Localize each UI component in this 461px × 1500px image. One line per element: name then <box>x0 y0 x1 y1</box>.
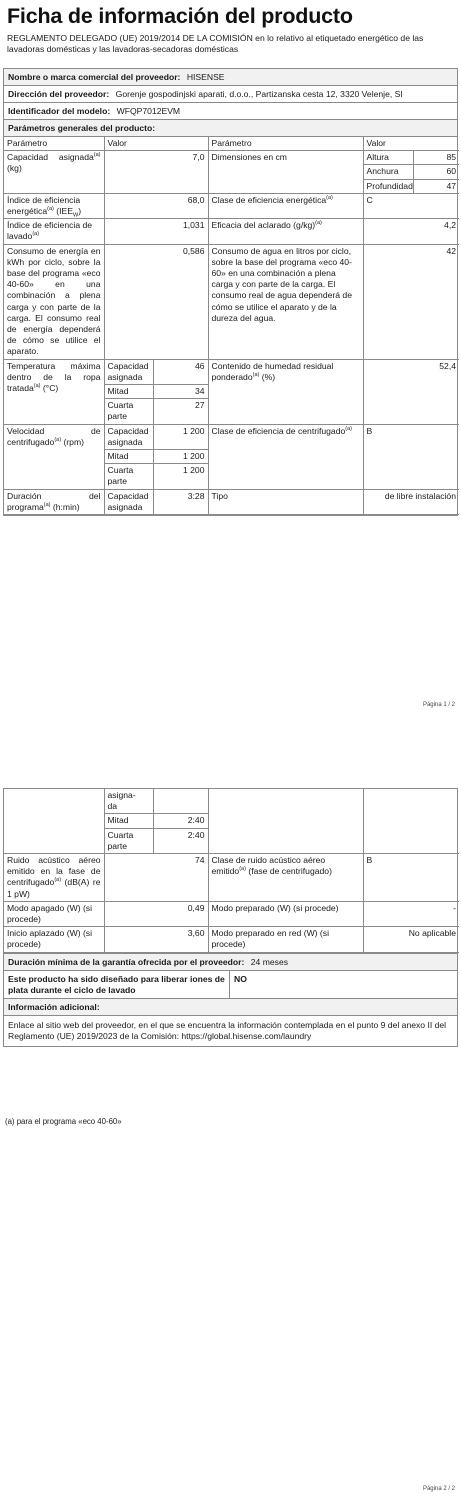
table-row <box>4 927 459 952</box>
table-row <box>4 244 459 359</box>
vel-cap-label: Capacidad asignada <box>104 424 153 449</box>
supplier-address-label: Dirección del proveedor: <box>8 89 110 99</box>
params-table-p2 <box>4 789 459 953</box>
capacidad-value: 7,0 <box>104 151 208 194</box>
supplier-name-row <box>4 69 457 86</box>
humedad-value: 52,4 <box>363 359 459 424</box>
header-value-1: Valor <box>104 137 208 151</box>
consumo-energia-value: 0,586 <box>104 244 208 359</box>
tipo-value-cont <box>363 789 459 854</box>
humedad-label: Contenido de humedad residual ponderado$^{(a)}$ (%) <box>208 359 363 424</box>
consumo-agua-value: 42 <box>363 244 459 359</box>
preparado-red-value: No aplicable <box>363 927 459 952</box>
table-row <box>4 359 459 384</box>
vel-cap-value: 1 200 <box>153 424 208 449</box>
dur-mitad-value: 2:40 <box>153 814 208 828</box>
dur-cuarta-value: 2:40 <box>153 828 208 853</box>
clase-ruido-label: Clase de ruido acústico aéreo emitido$^{(a)}$ (fase de centrifugado) <box>208 854 363 902</box>
table-row <box>4 424 459 449</box>
preparado-label: Modo preparado (W) (si procede) <box>208 901 363 926</box>
aplazado-value: 3,60 <box>104 927 208 952</box>
model-value: WFQP7012EVM <box>116 106 181 116</box>
dur-cuarta-label: Cuarta parte <box>104 828 153 853</box>
vel-mitad-value: 1 200 <box>153 450 208 464</box>
table-row <box>4 789 459 814</box>
capacidad-label: Capacidad asignada$^{(a)}$ (kg) <box>4 151 104 194</box>
clase-centrifugado-value: B <box>363 424 459 489</box>
plata-label: Este producto ha sido diseñado para liberar iones de plata durante el ciclo de lavado <box>4 971 230 998</box>
info-adicional-heading: Información adicional: <box>4 999 457 1016</box>
table-row <box>4 219 459 244</box>
preparado-value: - <box>363 901 459 926</box>
iee-label: Índice de eficiencia energética$^{(a)}$ $(IEE_W)$ <box>4 193 104 218</box>
tipo-label: Tipo <box>208 489 363 514</box>
apagado-value: 0,49 <box>104 901 208 926</box>
params-table-p1 <box>4 137 459 515</box>
info-adicional-text: Enlace al sitio web del proveedor, en el que se encuentra la información contemplada en el punto 9 del anexo II del Reglamento (UE) 2019/2023 de la Comisión: https://global.hisense.com/laundry <box>8 1019 447 1041</box>
dimensiones-label: Dimensiones en cm <box>208 151 363 194</box>
clase-energia-value: C <box>363 193 459 218</box>
ruido-value: 74 <box>104 854 208 902</box>
altura-label: Altura <box>363 151 413 165</box>
regulation-subtitle: REGLAMENTO DELEGADO (UE) 2019/2014 DE LA COMISIÓN en lo relativo al etiquetado energético de las lavadoras domésticas y las lavadoras-secadoras domésticas <box>7 33 424 54</box>
aclarado-label: Eficacia del aclarado $(g/kg)^{(a)}$ <box>208 219 363 244</box>
page-number-1: Página 1 / 2 <box>422 702 455 708</box>
anchura-value: 60 <box>413 165 459 179</box>
lavado-label: Índice de eficiencia de lavado$^{(a)}$ <box>4 219 104 244</box>
page-1 <box>0 0 461 715</box>
table-row <box>4 151 459 165</box>
supplier-name-value: HISENSE <box>186 72 225 82</box>
iee-value: 68,0 <box>104 193 208 218</box>
tipo-cont <box>208 789 363 854</box>
page-number-2: Página 2 / 2 <box>422 1486 455 1492</box>
table-row <box>4 489 459 514</box>
duracion-label: Duración del programa$^{(a)}$ (h:min) <box>4 489 104 514</box>
temp-cap-value: 46 <box>153 359 208 384</box>
model-label: Identificador del modelo: <box>8 106 111 116</box>
model-row <box>4 103 457 120</box>
clase-energia-label: Clase de eficiencia energética$^{(a)}$ <box>208 193 363 218</box>
temperatura-label: Temperatura máxima dentro de la ropa tratada$^{(a)}$ (°C) <box>4 359 104 424</box>
table-row <box>4 193 459 218</box>
table-header-row <box>4 137 459 151</box>
ruido-label: Ruido acústico aéreo emitido en la fase de centrifugado$^{(a)}$ (dB(A) re 1 pW) <box>4 854 104 902</box>
aclarado-value: 4,2 <box>363 219 459 244</box>
consumo-energia-label: Consumo de energía en kWh por ciclo, sobre la base del programa «eco 40-60» en una combinación a plena carga y con parte de la carga. El consumo real de energía dependerá de cómo se utilice el aparato. <box>4 244 104 359</box>
vel-cuarta-value: 1 200 <box>153 464 208 489</box>
temp-cuarta-label: Cuarta parte <box>104 399 153 424</box>
clase-ruido-value: B <box>363 854 459 902</box>
clase-centrifugado-label: Clase de eficiencia de centrifugado$^{(a)}$ <box>208 424 363 489</box>
page-title: Ficha de información del producto <box>7 4 353 28</box>
supplier-name-label: Nombre o marca comercial del proveedor: <box>8 72 181 82</box>
garantia-value: 24 meses <box>250 956 289 967</box>
tipo-value: de libre instalación <box>363 489 459 514</box>
apagado-label: Modo apagado (W) (si procede) <box>4 901 104 926</box>
garantia-label: Duración mínima de la garantía ofrecida por el proveedor: <box>8 956 245 967</box>
page-2 <box>0 760 461 1500</box>
footnote: (a) para el programa «eco 40-60» <box>5 1117 122 1126</box>
preparado-red-label: Modo preparado en red (W) (si procede) <box>208 927 363 952</box>
dur-cap-label: Capacidad asignada <box>104 489 153 514</box>
temp-mitad-label: Mitad <box>104 385 153 399</box>
plata-value: NO <box>234 973 247 984</box>
header-param-1: Parámetro <box>4 137 104 151</box>
duracion-cont <box>4 789 104 854</box>
dur-cap-value-cont <box>153 789 208 814</box>
supplier-address-row <box>4 86 457 103</box>
dur-mitad-label: Mitad <box>104 814 153 828</box>
dur-cap-value: 3:28 <box>153 489 208 514</box>
temp-cuarta-value: 27 <box>153 399 208 424</box>
plata-row <box>4 971 457 999</box>
temp-mitad-value: 34 <box>153 385 208 399</box>
dur-cap-label-cont: asigna- da <box>104 789 153 814</box>
header-value-2: Valor <box>363 137 459 151</box>
info-frame-p1 <box>3 68 458 516</box>
vel-mitad-label: Mitad <box>104 450 153 464</box>
info-frame-p2 <box>3 788 458 1047</box>
header-param-2: Parámetro <box>208 137 363 151</box>
table-row <box>4 854 459 902</box>
profundidad-value: 47 <box>413 179 459 193</box>
vel-cuarta-label: Cuarta parte <box>104 464 153 489</box>
temp-cap-label: Capacidad asignada <box>104 359 153 384</box>
anchura-label: Anchura <box>363 165 413 179</box>
altura-value: 85 <box>413 151 459 165</box>
consumo-agua-label: Consumo de agua en litros por ciclo, sobre la base del programa «eco 40-60» en una combinación a plena carga y con parte de la carga. El consumo real de agua dependerá de cómo se utilice el aparato y de la dureza del agua. <box>208 244 363 359</box>
params-heading: Parámetros generales del producto: <box>4 120 457 137</box>
lavado-value: 1,031 <box>104 219 208 244</box>
profundidad-label: Profundidad <box>363 179 413 193</box>
table-row <box>4 901 459 926</box>
aplazado-label: Inicio aplazado (W) (si procede) <box>4 927 104 952</box>
velocidad-label: Velocidad de centrifugado$^{(a)}$ (rpm) <box>4 424 104 489</box>
garantia-row <box>4 953 457 971</box>
supplier-address-value: Gorenje gospodinjski aparati, d.o.o., Partizanska cesta 12, 3320 Velenje, SI <box>115 89 403 99</box>
